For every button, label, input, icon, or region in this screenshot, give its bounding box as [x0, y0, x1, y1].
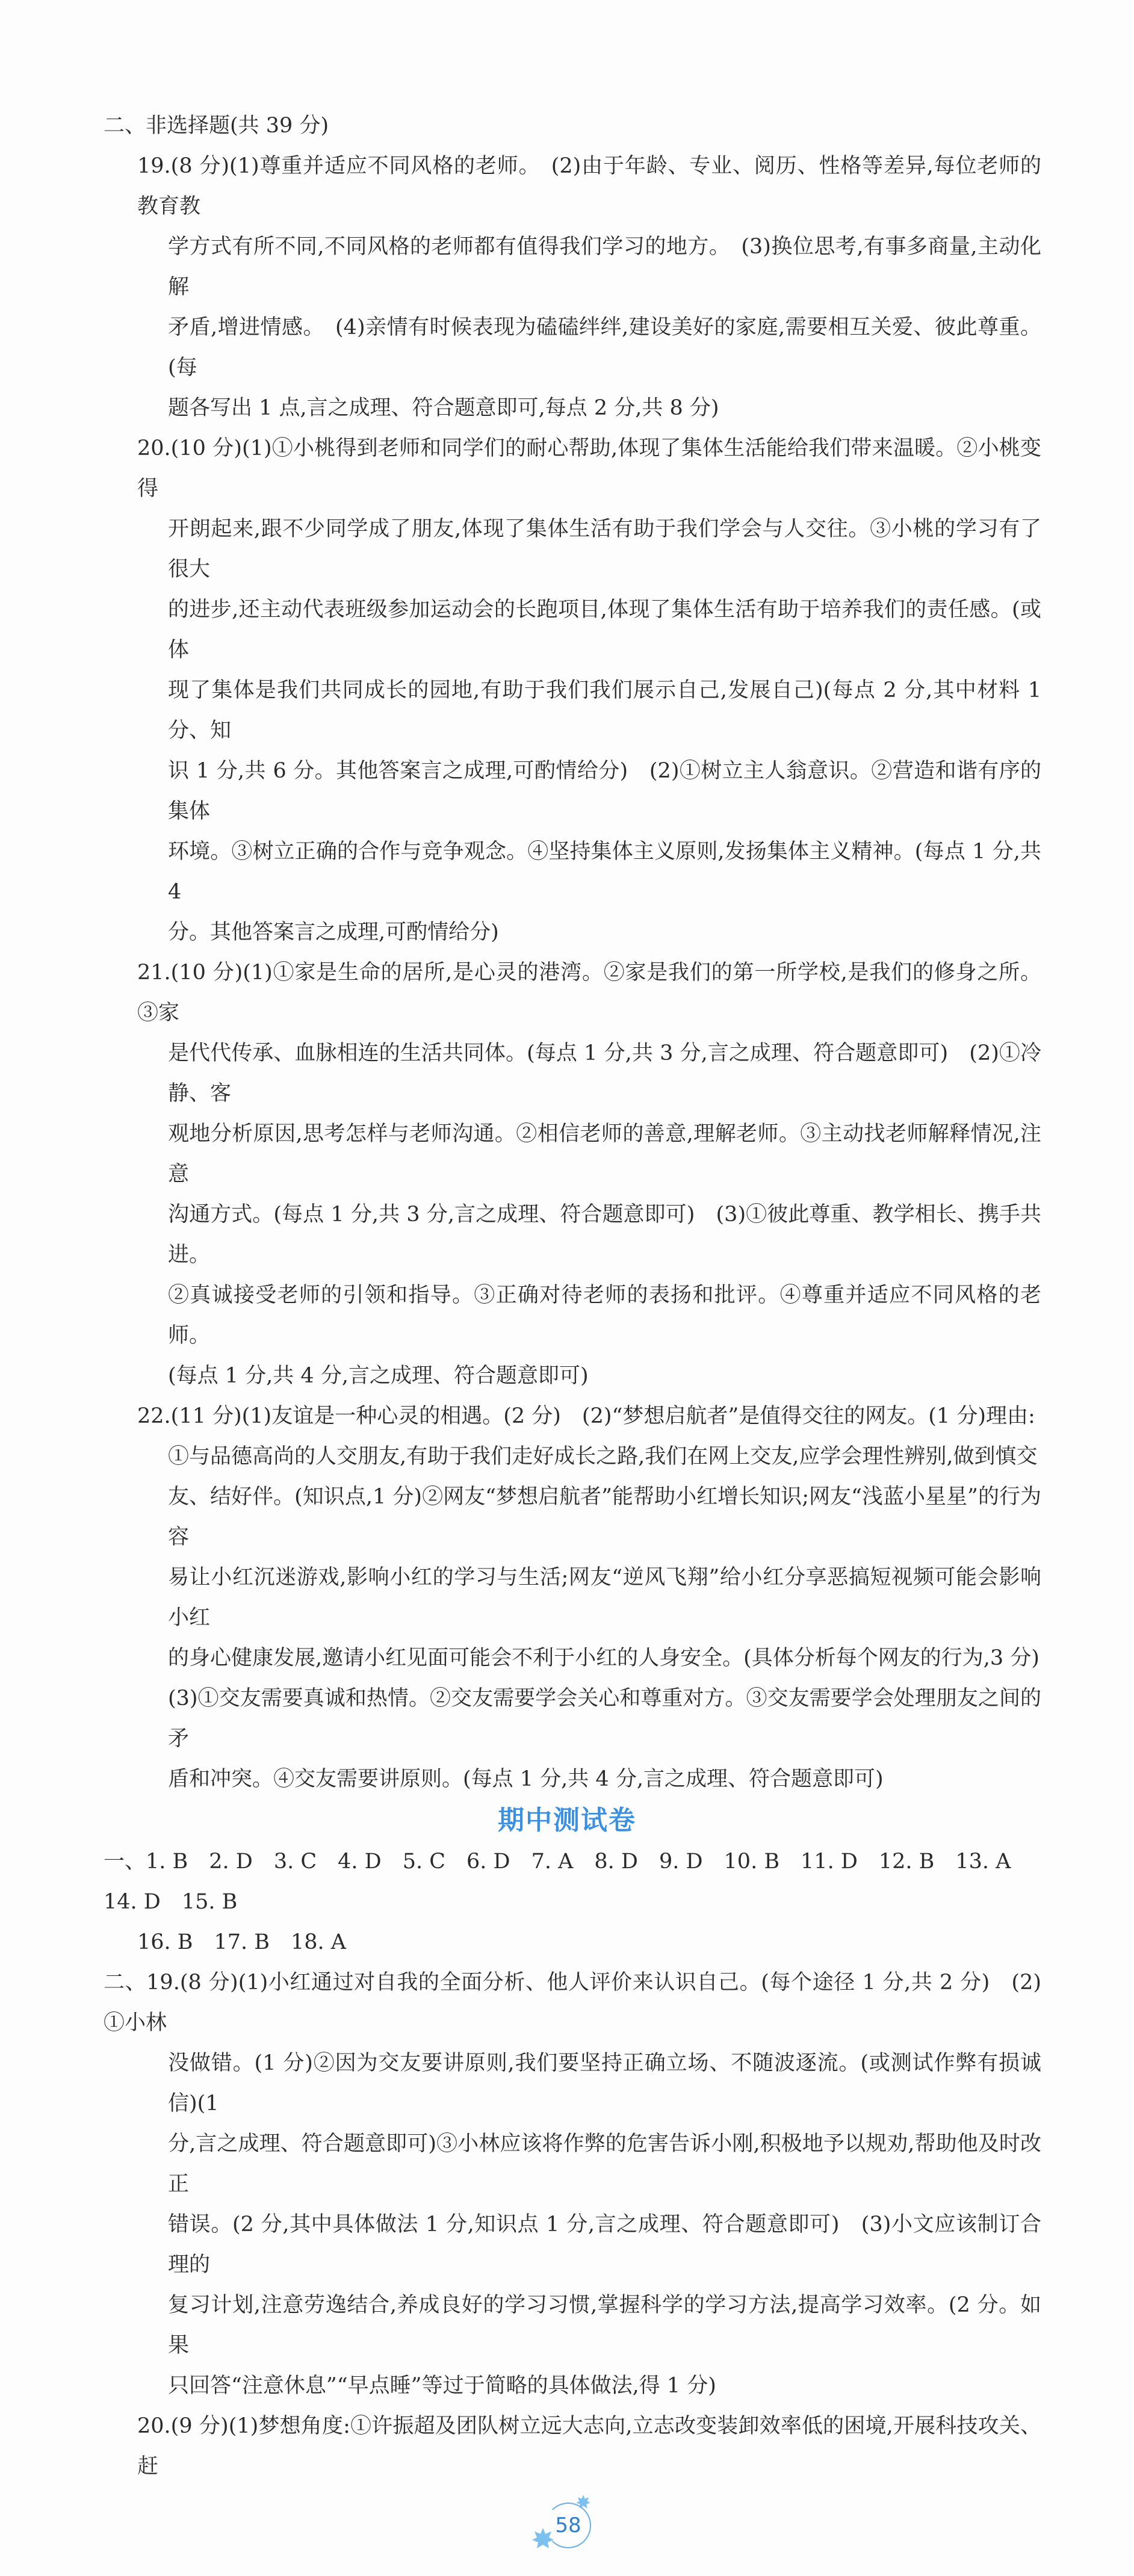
answer-line: 20.(9 分)(1)梦想角度:①许振超及团队树立远大志向,立志改变装卸效率低的困境,开展科技攻关、赶 [137, 2414, 1041, 2478]
answer-line: 21.(10 分)(1)①家是生命的居所,是心灵的港湾。②家是我们的第一所学校,是我们的修身之所。③家 [137, 961, 1041, 1025]
answer-line: 分,言之成理、符合题意即可)③小林应该将作弊的危害告诉小刚,积极地予以规劝,帮助他及时改正 [168, 2132, 1041, 2196]
answer-line: 题各写出 1 点,言之成理、符合题意即可,每点 2 分,共 8 分) [168, 396, 719, 420]
answer-line: ②真诚接受老师的引领和指导。③正确对待老师的表扬和批评。④尊重并适应不同风格的老师。 [168, 1283, 1041, 1348]
answer-line: 易让小红沉迷游戏,影响小红的学习与生活;网友“逆风飞翔”给小红分享恶搞短视频可能会影响小红 [168, 1565, 1041, 1630]
answer-line: 学方式有所不同,不同风格的老师都有值得我们学习的地方。 (3)换位思考,有事多商量,主动化解 [168, 235, 1041, 299]
answer-line: ①与品德高尚的人交朋友,有助于我们走好成长之路,我们在网上交友,应学会理性辨别,做到慎交 [168, 1444, 1038, 1469]
answer-line: 没做错。(1 分)②因为交友要讲原则,我们要坚持正确立场、不随波逐流。(或测试作弊有损诚信)(1 [168, 2051, 1041, 2116]
answer-line: 的身心健康发展,邀请小红见面可能会不利于小红的人身安全。(具体分析每个网友的行为,3 分) [168, 1646, 1040, 1670]
answer-line: 错误。(2 分,其中具体做法 1 分,知识点 1 分,言之成理、符合题意即可) (3)小文应该制订合理的 [168, 2212, 1041, 2277]
section-heading: 二、非选择题(共 39 分) [104, 114, 329, 138]
answer-line: 19.(8 分)(1)尊重并适应不同风格的老师。 (2)由于年龄、专业、阅历、性格等差异,每位老师的教育教 [137, 154, 1041, 218]
answer-line: 是代代传承、血脉相连的生活共同体。(每点 1 分,共 3 分,言之成理、符合题意即可) (2)①冷静、客 [168, 1041, 1041, 1106]
answer-19 [0, 146, 1134, 429]
answer-line: 现了集体是我们共同成长的园地,有助于我们我们展示自己,发展自己)(每点 2 分,其中材料 1 分、知 [168, 678, 1041, 743]
answer-line: 复习计划,注意劳逸结合,养成良好的学习习惯,掌握科学的学习方法,提高学习效率。(2 分。如果 [168, 2293, 1041, 2358]
answer-line: 盾和冲突。④交友需要讲原则。(每点 1 分,共 4 分,言之成理、符合题意即可) [168, 1767, 884, 1791]
midterm-title: 期中测试卷 [498, 1805, 636, 1836]
answer-line: 只回答“注意休息”“早点睡”等过于简略的具体做法,得 1 分) [168, 2374, 716, 2398]
answer-21 [0, 953, 1134, 1396]
midterm-answer-19 [0, 1963, 1134, 2406]
answer-line: 友、结好伴。(知识点,1 分)②网友“梦想启航者”能帮助小红增长知识;网友“浅蓝小星星”的行为容 [168, 1485, 1041, 1549]
answer-line: (3)①交友需要真诚和热情。②交友需要学会关心和尊重对方。③交友需要学会处理朋友之间的矛 [168, 1686, 1041, 1751]
answer-line: 环境。③树立正确的合作与竞争观念。④坚持集体主义原则,发扬集体主义精神。(每点 1 分,共 4 [168, 840, 1041, 904]
answer-line: 观地分析原因,思考怎样与老师沟通。②相信老师的善意,理解老师。③主动找老师解释情况,注意 [168, 1122, 1041, 1186]
answer-line: 二、19.(8 分)(1)小红通过对自我的全面分析、他人评价来认识自己。(每个途径 1 分,共 2 分) (2)①小林 [104, 1971, 1041, 2035]
answer-line: 22.(11 分)(1)友谊是一种心灵的相遇。(2 分) (2)“梦想启航者”是值得交往的网友。(1 分)理由: [137, 1404, 1035, 1428]
answer-line: 矛盾,增进情感。 (4)亲情有时候表现为磕磕绊绊,建设美好的家庭,需要相互关爱、彼此尊重。(每 [168, 315, 1041, 380]
answer-20 [0, 429, 1134, 953]
mc-answers: 16. B 17. B 18. A [137, 1930, 347, 1954]
answer-line: 开朗起来,跟不少同学成了朋友,体现了集体生活有助于我们学会与人交往。③小桃的学习有了很大 [168, 517, 1041, 581]
page-number: 58 [545, 2503, 591, 2548]
page-number-badge [531, 2492, 603, 2552]
answer-line: 沟通方式。(每点 1 分,共 3 分,言之成理、符合题意即可) (3)①彼此尊重、教学相长、携手共进。 [168, 1203, 1041, 1267]
answer-line: 的进步,还主动代表班级参加运动会的长跑项目,体现了集体生活有助于培养我们的责任感。(或体 [168, 598, 1041, 662]
mc-answers: 一、1. B 2. D 3. C 4. D 5. C 6. D 7. A 8. D 9. D 10. B 11. D 12. B 13. A 14. D 15. B [104, 1850, 1039, 1914]
answer-line: 分。其他答案言之成理,可酌情给分) [168, 920, 499, 944]
answer-22 [0, 1396, 1134, 1800]
answer-line: (每点 1 分,共 4 分,言之成理、符合题意即可) [168, 1364, 589, 1388]
answer-line: 识 1 分,共 6 分。其他答案言之成理,可酌情给分) (2)①树立主人翁意识。②营造和谐有序的集体 [168, 759, 1041, 823]
answer-line: 20.(10 分)(1)①小桃得到老师和同学们的耐心帮助,体现了集体生活能给我们带来温暖。②小桃变得 [137, 436, 1041, 501]
